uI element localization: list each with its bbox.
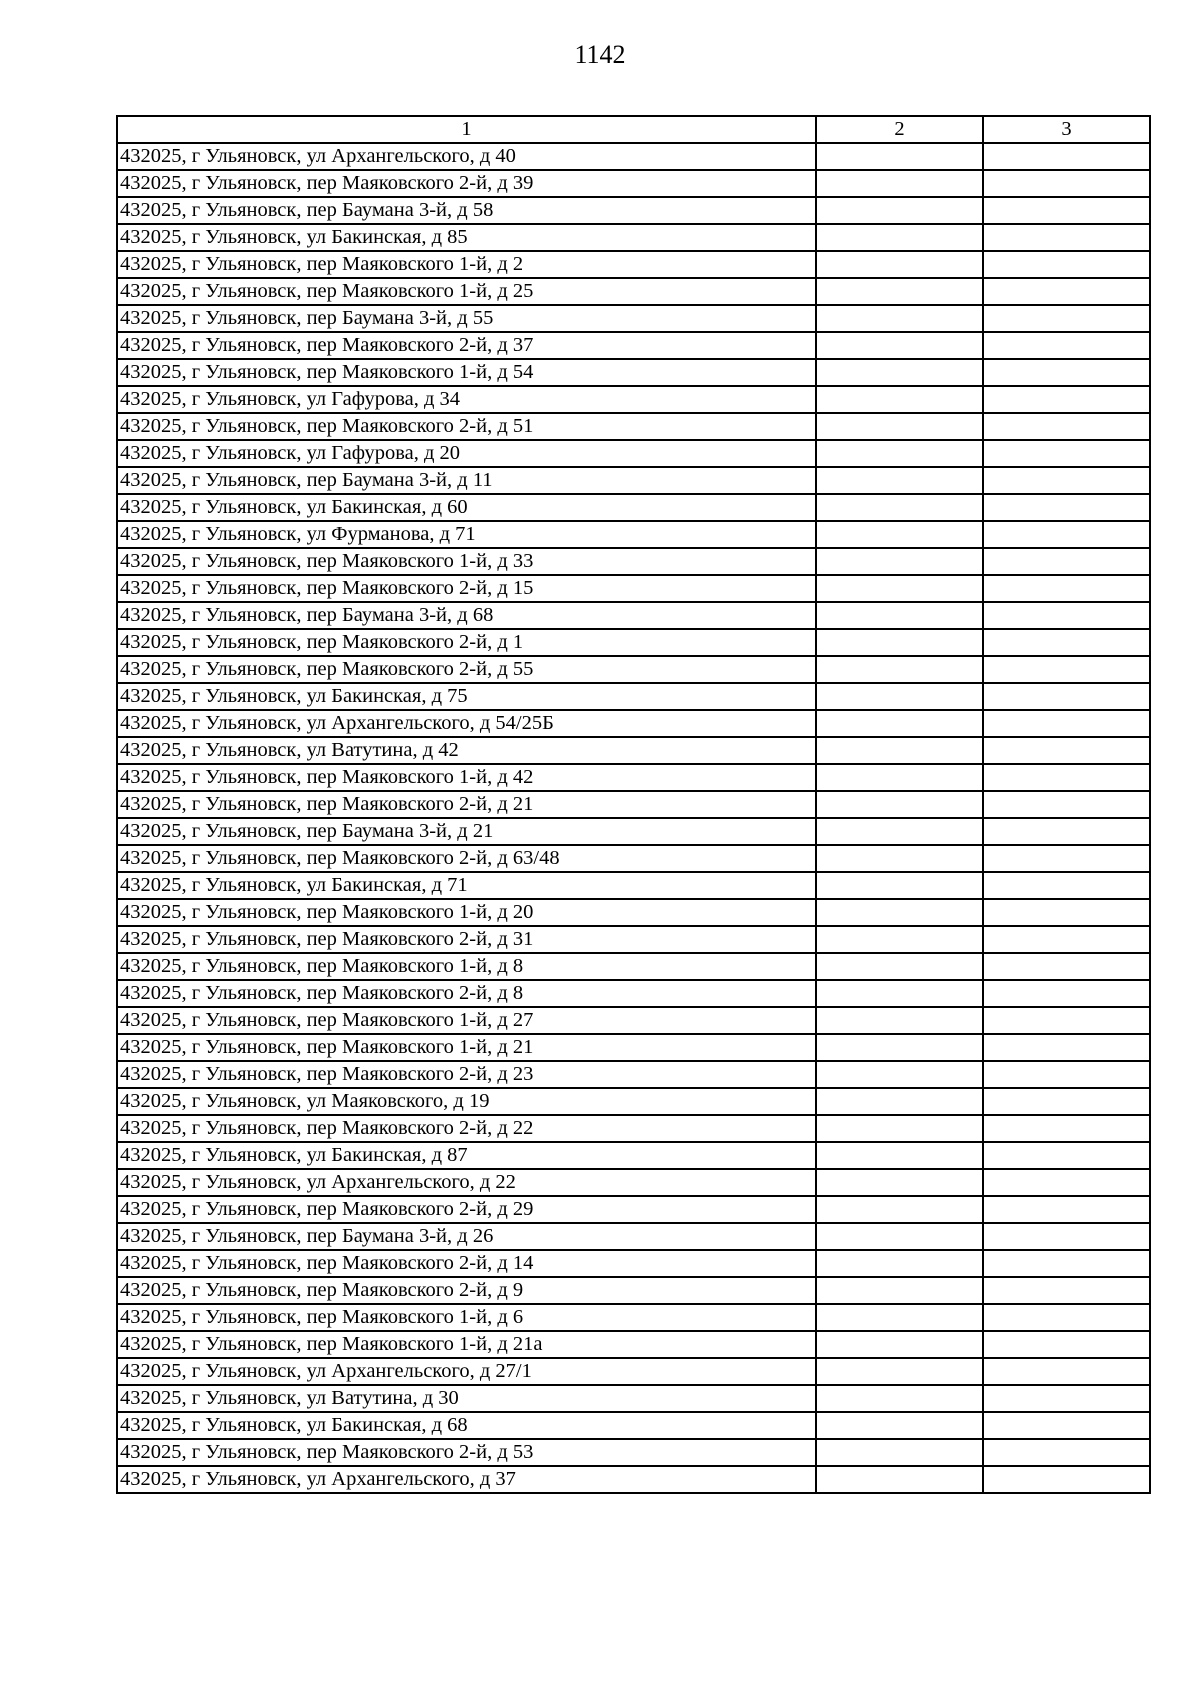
address-cell: 432025, г Ульяновск, ул Архангельского, д 40: [117, 143, 816, 170]
column-3-cell: [983, 1115, 1150, 1142]
address-cell: 432025, г Ульяновск, пер Маяковского 1-й, д 20: [117, 899, 816, 926]
address-cell: 432025, г Ульяновск, пер Маяковского 2-й, д 21: [117, 791, 816, 818]
column-3-cell: [983, 926, 1150, 953]
table-row: [117, 467, 1150, 494]
address-cell: 432025, г Ульяновск, ул Бакинская, д 87: [117, 1142, 816, 1169]
column-3-cell: [983, 413, 1150, 440]
column-3-cell: [983, 1061, 1150, 1088]
column-2-cell: [816, 440, 983, 467]
address-cell: 432025, г Ульяновск, ул Бакинская, д 75: [117, 683, 816, 710]
address-cell: 432025, г Ульяновск, пер Маяковского 2-й, д 51: [117, 413, 816, 440]
table-row: [117, 683, 1150, 710]
column-3-cell: [983, 1007, 1150, 1034]
column-3-cell: [983, 1196, 1150, 1223]
table-row: [117, 1439, 1150, 1466]
column-3-cell: [983, 980, 1150, 1007]
table-row: [117, 710, 1150, 737]
address-cell: 432025, г Ульяновск, пер Маяковского 2-й, д 15: [117, 575, 816, 602]
table-row: [117, 629, 1150, 656]
table-row: [117, 1196, 1150, 1223]
column-3-cell: [983, 386, 1150, 413]
column-2-cell: [816, 494, 983, 521]
column-3-cell: [983, 764, 1150, 791]
address-cell: 432025, г Ульяновск, ул Бакинская, д 71: [117, 872, 816, 899]
column-3-cell: [983, 683, 1150, 710]
address-cell: 432025, г Ульяновск, пер Маяковского 1-й, д 27: [117, 1007, 816, 1034]
column-2-cell: [816, 818, 983, 845]
column-2-cell: [816, 1304, 983, 1331]
column-3-cell: [983, 899, 1150, 926]
address-cell: 432025, г Ульяновск, пер Маяковского 1-й, д 21а: [117, 1331, 816, 1358]
page-number: 1142: [574, 40, 626, 69]
column-3-cell: [983, 656, 1150, 683]
table-body: [117, 143, 1150, 1493]
address-table: [116, 115, 1151, 1494]
column-2-cell: [816, 1142, 983, 1169]
address-cell: 432025, г Ульяновск, пер Маяковского 2-й, д 22: [117, 1115, 816, 1142]
column-3-cell: [983, 1277, 1150, 1304]
column-2-cell: [816, 224, 983, 251]
table-row: [117, 953, 1150, 980]
column-3-cell: [983, 305, 1150, 332]
column-header-3: 3: [983, 116, 1150, 143]
address-cell: 432025, г Ульяновск, ул Архангельского, д 27/1: [117, 1358, 816, 1385]
column-2-cell: [816, 386, 983, 413]
column-3-cell: [983, 575, 1150, 602]
address-cell: 432025, г Ульяновск, ул Гафурова, д 34: [117, 386, 816, 413]
column-3-cell: [983, 143, 1150, 170]
table-row: [117, 1304, 1150, 1331]
column-3-cell: [983, 1223, 1150, 1250]
column-3-cell: [983, 791, 1150, 818]
address-cell: 432025, г Ульяновск, пер Маяковского 1-й, д 21: [117, 1034, 816, 1061]
table-row: [117, 332, 1150, 359]
column-2-cell: [816, 764, 983, 791]
address-cell: 432025, г Ульяновск, пер Маяковского 2-й, д 31: [117, 926, 816, 953]
address-cell: 432025, г Ульяновск, пер Баумана 3-й, д 55: [117, 305, 816, 332]
column-2-cell: [816, 1034, 983, 1061]
table-row: [117, 764, 1150, 791]
table-row: [117, 926, 1150, 953]
table-row: [117, 575, 1150, 602]
column-3-cell: [983, 629, 1150, 656]
table-row: [117, 1412, 1150, 1439]
column-2-cell: [816, 305, 983, 332]
table-row: [117, 413, 1150, 440]
address-cell: 432025, г Ульяновск, ул Маяковского, д 19: [117, 1088, 816, 1115]
column-2-cell: [816, 251, 983, 278]
address-cell: 432025, г Ульяновск, пер Маяковского 2-й, д 55: [117, 656, 816, 683]
table-row: [117, 1331, 1150, 1358]
column-3-cell: [983, 1034, 1150, 1061]
column-3-cell: [983, 548, 1150, 575]
column-2-cell: [816, 548, 983, 575]
table-row: [117, 656, 1150, 683]
table-row: [117, 1277, 1150, 1304]
address-cell: 432025, г Ульяновск, пер Маяковского 1-й, д 2: [117, 251, 816, 278]
table-row: [117, 170, 1150, 197]
column-3-cell: [983, 1142, 1150, 1169]
column-2-cell: [816, 143, 983, 170]
table-row: [117, 251, 1150, 278]
column-2-cell: [816, 467, 983, 494]
column-3-cell: [983, 440, 1150, 467]
column-2-cell: [816, 710, 983, 737]
table-row: [117, 1466, 1150, 1493]
table-row: [117, 1007, 1150, 1034]
column-2-cell: [816, 791, 983, 818]
table-row: [117, 1250, 1150, 1277]
column-2-cell: [816, 1115, 983, 1142]
address-cell: 432025, г Ульяновск, пер Маяковского 2-й, д 37: [117, 332, 816, 359]
column-2-cell: [816, 1331, 983, 1358]
address-cell: 432025, г Ульяновск, пер Маяковского 2-й, д 8: [117, 980, 816, 1007]
column-2-cell: [816, 1439, 983, 1466]
address-cell: 432025, г Ульяновск, пер Маяковского 1-й, д 25: [117, 278, 816, 305]
column-2-cell: [816, 1412, 983, 1439]
column-2-cell: [816, 1169, 983, 1196]
table-row: [117, 305, 1150, 332]
address-cell: 432025, г Ульяновск, пер Маяковского 2-й, д 14: [117, 1250, 816, 1277]
table-row: [117, 1358, 1150, 1385]
table-row: [117, 143, 1150, 170]
column-2-cell: [816, 1250, 983, 1277]
table-row: [117, 818, 1150, 845]
column-3-cell: [983, 845, 1150, 872]
table-row: [117, 359, 1150, 386]
column-2-cell: [816, 332, 983, 359]
address-cell: 432025, г Ульяновск, пер Маяковского 2-й, д 1: [117, 629, 816, 656]
address-cell: 432025, г Ульяновск, пер Баумана 3-й, д 58: [117, 197, 816, 224]
column-2-cell: [816, 872, 983, 899]
table-row: [117, 1169, 1150, 1196]
table-row: [117, 872, 1150, 899]
column-2-cell: [816, 197, 983, 224]
column-2-cell: [816, 1385, 983, 1412]
column-2-cell: [816, 1466, 983, 1493]
address-cell: 432025, г Ульяновск, ул Архангельского, д 37: [117, 1466, 816, 1493]
column-2-cell: [816, 1196, 983, 1223]
column-2-cell: [816, 899, 983, 926]
table-row: [117, 1223, 1150, 1250]
column-2-cell: [816, 602, 983, 629]
address-cell: 432025, г Ульяновск, пер Маяковского 2-й, д 9: [117, 1277, 816, 1304]
column-3-cell: [983, 521, 1150, 548]
column-3-cell: [983, 953, 1150, 980]
column-2-cell: [816, 683, 983, 710]
column-3-cell: [983, 710, 1150, 737]
address-cell: 432025, г Ульяновск, пер Маяковского 2-й, д 39: [117, 170, 816, 197]
address-cell: 432025, г Ульяновск, пер Маяковского 1-й, д 6: [117, 1304, 816, 1331]
column-2-cell: [816, 1223, 983, 1250]
address-cell: 432025, г Ульяновск, пер Баумана 3-й, д 26: [117, 1223, 816, 1250]
column-3-cell: [983, 1169, 1150, 1196]
column-2-cell: [816, 737, 983, 764]
column-2-cell: [816, 413, 983, 440]
column-3-cell: [983, 1358, 1150, 1385]
table-row: [117, 980, 1150, 1007]
table-row: [117, 1061, 1150, 1088]
column-3-cell: [983, 197, 1150, 224]
column-2-cell: [816, 953, 983, 980]
column-2-cell: [816, 926, 983, 953]
table-row: [117, 1088, 1150, 1115]
column-2-cell: [816, 845, 983, 872]
address-cell: 432025, г Ульяновск, пер Баумана 3-й, д 68: [117, 602, 816, 629]
address-cell: 432025, г Ульяновск, пер Маяковского 1-й, д 54: [117, 359, 816, 386]
address-cell: 432025, г Ульяновск, ул Бакинская, д 68: [117, 1412, 816, 1439]
table-row: [117, 197, 1150, 224]
column-3-cell: [983, 494, 1150, 521]
column-3-cell: [983, 872, 1150, 899]
address-cell: 432025, г Ульяновск, пер Маяковского 2-й, д 63/48: [117, 845, 816, 872]
column-2-cell: [816, 575, 983, 602]
address-cell: 432025, г Ульяновск, пер Баумана 3-й, д 11: [117, 467, 816, 494]
address-cell: 432025, г Ульяновск, ул Фурманова, д 71: [117, 521, 816, 548]
column-3-cell: [983, 170, 1150, 197]
address-cell: 432025, г Ульяновск, пер Маяковского 1-й, д 8: [117, 953, 816, 980]
column-2-cell: [816, 629, 983, 656]
table-row: [117, 224, 1150, 251]
column-2-cell: [816, 359, 983, 386]
column-3-cell: [983, 1412, 1150, 1439]
address-cell: 432025, г Ульяновск, ул Гафурова, д 20: [117, 440, 816, 467]
column-3-cell: [983, 1439, 1150, 1466]
table-row: [117, 899, 1150, 926]
column-2-cell: [816, 1088, 983, 1115]
column-2-cell: [816, 980, 983, 1007]
table-header-row: [117, 116, 1150, 143]
address-cell: 432025, г Ульяновск, ул Бакинская, д 60: [117, 494, 816, 521]
table-row: [117, 1115, 1150, 1142]
table-row: [117, 1142, 1150, 1169]
column-3-cell: [983, 818, 1150, 845]
address-cell: 432025, г Ульяновск, пер Маяковского 1-й, д 33: [117, 548, 816, 575]
address-cell: 432025, г Ульяновск, ул Ватутина, д 30: [117, 1385, 816, 1412]
column-3-cell: [983, 1304, 1150, 1331]
column-3-cell: [983, 1331, 1150, 1358]
address-cell: 432025, г Ульяновск, пер Маяковского 2-й, д 23: [117, 1061, 816, 1088]
column-3-cell: [983, 467, 1150, 494]
column-2-cell: [816, 278, 983, 305]
table-row: [117, 386, 1150, 413]
column-3-cell: [983, 1385, 1150, 1412]
column-header-1: 1: [117, 116, 816, 143]
column-header-2: 2: [816, 116, 983, 143]
address-cell: 432025, г Ульяновск, пер Маяковского 2-й, д 53: [117, 1439, 816, 1466]
column-2-cell: [816, 1277, 983, 1304]
address-cell: 432025, г Ульяновск, пер Маяковского 1-й, д 42: [117, 764, 816, 791]
address-cell: 432025, г Ульяновск, ул Бакинская, д 85: [117, 224, 816, 251]
table-row: [117, 494, 1150, 521]
column-2-cell: [816, 170, 983, 197]
column-3-cell: [983, 602, 1150, 629]
table-row: [117, 737, 1150, 764]
column-2-cell: [816, 1061, 983, 1088]
column-2-cell: [816, 1007, 983, 1034]
column-3-cell: [983, 737, 1150, 764]
table-row: [117, 521, 1150, 548]
column-3-cell: [983, 332, 1150, 359]
column-3-cell: [983, 251, 1150, 278]
column-2-cell: [816, 1358, 983, 1385]
column-3-cell: [983, 359, 1150, 386]
table-row: [117, 1034, 1150, 1061]
column-3-cell: [983, 1250, 1150, 1277]
address-cell: 432025, г Ульяновск, пер Баумана 3-й, д 21: [117, 818, 816, 845]
table-row: [117, 440, 1150, 467]
address-cell: 432025, г Ульяновск, пер Маяковского 2-й, д 29: [117, 1196, 816, 1223]
table-row: [117, 791, 1150, 818]
column-2-cell: [816, 656, 983, 683]
address-cell: 432025, г Ульяновск, ул Архангельского, д 22: [117, 1169, 816, 1196]
column-2-cell: [816, 521, 983, 548]
column-3-cell: [983, 224, 1150, 251]
column-3-cell: [983, 1088, 1150, 1115]
table-row: [117, 548, 1150, 575]
table-row: [117, 845, 1150, 872]
address-cell: 432025, г Ульяновск, ул Ватутина, д 42: [117, 737, 816, 764]
column-3-cell: [983, 278, 1150, 305]
column-3-cell: [983, 1466, 1150, 1493]
table-row: [117, 278, 1150, 305]
table-row: [117, 602, 1150, 629]
table-row: [117, 1385, 1150, 1412]
address-cell: 432025, г Ульяновск, ул Архангельского, д 54/25Б: [117, 710, 816, 737]
